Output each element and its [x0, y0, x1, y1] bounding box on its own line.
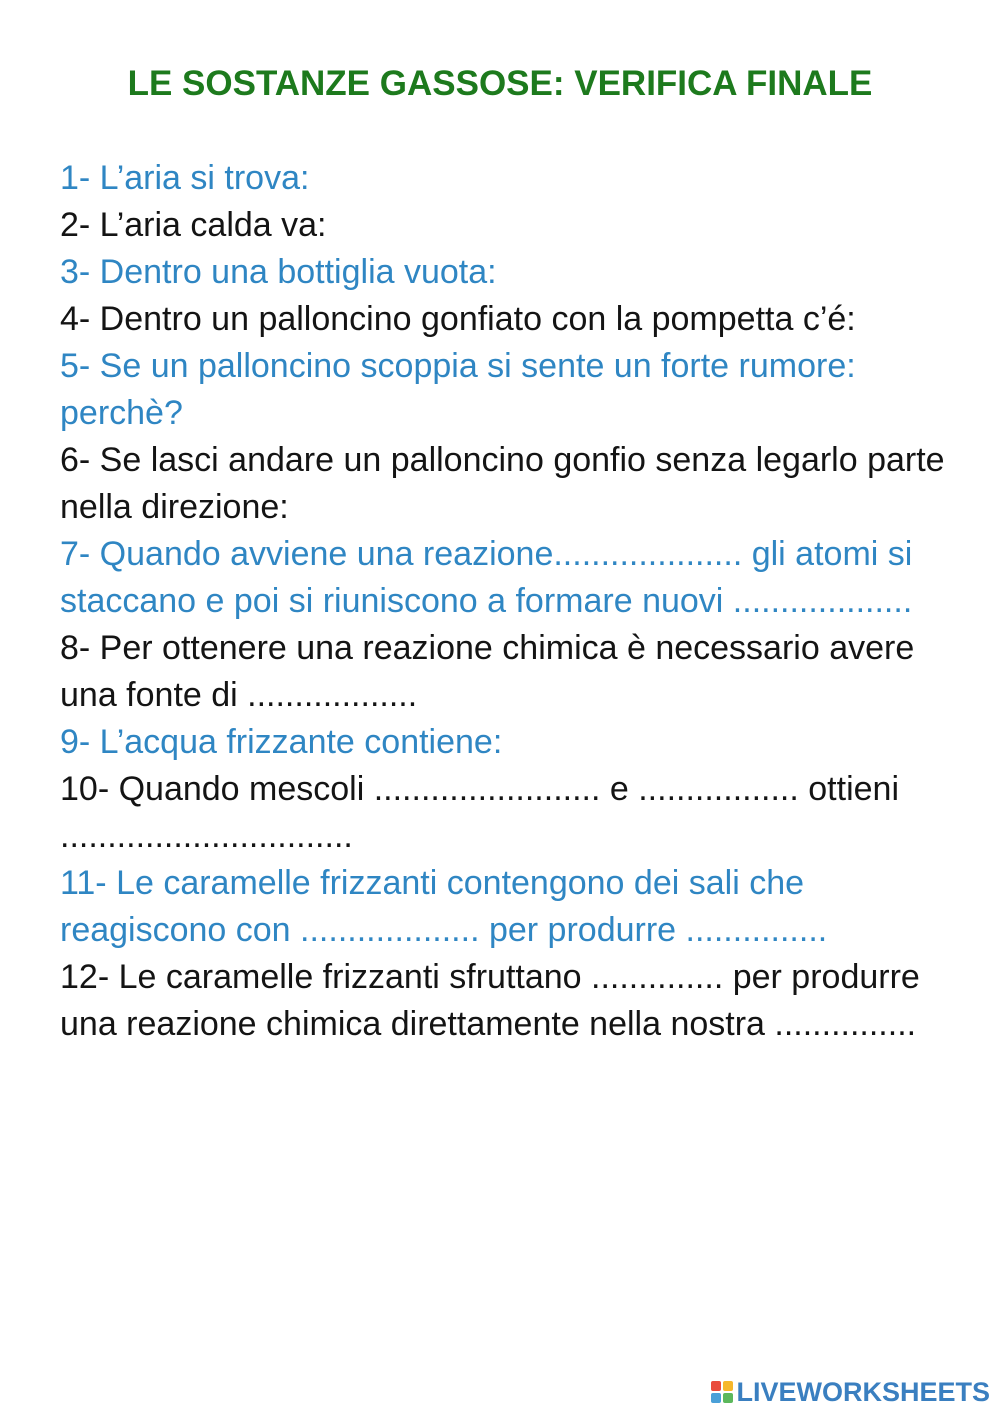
question-9: 9- L’acqua frizzante contiene:	[60, 723, 503, 761]
question-4: 4- Dentro un palloncino gonfiato con la pompetta c’é:	[60, 300, 856, 338]
liveworksheets-logo-icon	[711, 1381, 733, 1403]
question-2: 2- L’aria calda va:	[60, 206, 327, 244]
question-7: 7- Quando avviene una reazione.................... gli atomi si staccano e poi si riuniscono a formare nuovi ...................	[60, 535, 913, 620]
question-1: 1- L’aria si trova:	[60, 159, 310, 197]
page-title: LE SOSTANZE GASSOSE: VERIFICA FINALE	[127, 64, 873, 103]
question-12: 12- Le caramelle frizzanti sfruttano .............. per produrre una reazione chimica direttamente nella nostra ...............	[60, 958, 920, 1043]
question-3: 3- Dentro una bottiglia vuota:	[60, 253, 497, 291]
question-8: 8- Per ottenere una reazione chimica è necessario avere una fonte di ..................	[60, 629, 915, 714]
question-11: 11- Le caramelle frizzanti contengono dei sali che reagiscono con ................... per produrre ...............	[60, 864, 828, 949]
liveworksheets-logo	[711, 1375, 990, 1409]
logo-text: LIVEWORKSHEETS	[736, 1376, 990, 1407]
question-10: 10- Quando mescoli ........................ e ................. ottieni ...............................	[60, 770, 899, 855]
question-6: 6- Se lasci andare un palloncino gonfio senza legarlo parte nella direzione:	[60, 441, 945, 526]
question-5: 5- Se un palloncino scoppia si sente un forte rumore: perchè?	[60, 347, 856, 432]
question-list	[60, 155, 960, 1048]
